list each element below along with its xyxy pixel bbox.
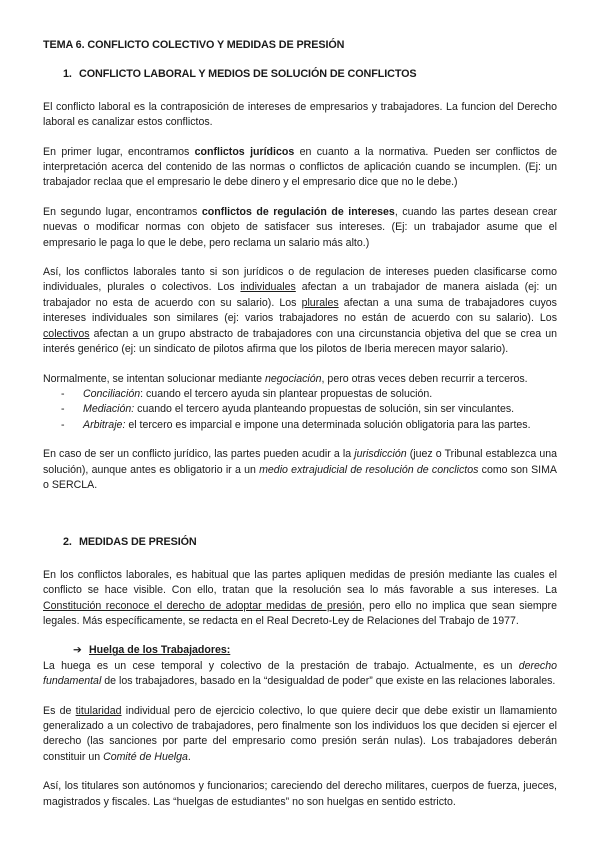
text-run: : cuando el tercero ayuda sin plantear propuestas de solución. — [140, 387, 433, 400]
paragraph-jurisdiction — [43, 447, 557, 493]
text-run: En caso de ser un conflicto jurídico, las partes pueden acudir a la — [43, 448, 355, 461]
text-run: Normalmente, se intentan solucionar mediante — [43, 372, 265, 385]
section-1-number: 1. — [63, 68, 72, 81]
term-individuales: individuales — [240, 281, 296, 294]
section-2-number: 2. — [63, 536, 72, 549]
section-2-heading — [63, 535, 557, 550]
text-run: Es de — [43, 704, 76, 717]
text-run: afectan a un trabajador de manera aislada (ej: un trabajador no esta de acuerdo con su salario). Los — [43, 281, 557, 309]
term-conflictos-juridicos: conflictos jurídicos — [194, 145, 295, 158]
text-run: cuando el tercero ayuda planteando propuestas de solución, sin ser vinculantes. — [134, 403, 515, 416]
term-plurales: plurales — [301, 296, 339, 309]
text-run: La huega es un cese temporal y colectivo de la prestación de trabajo. Actualmente, es un — [43, 659, 519, 672]
term-titularidad: titularidad — [75, 704, 122, 717]
text-run: . — [187, 750, 191, 763]
list-item-conciliacion — [43, 387, 557, 402]
subheading-huelga-text: Huelga de los Trabajadores: — [89, 644, 231, 657]
paragraph-interest-conflicts — [43, 205, 557, 251]
text-run: , pero otras veces deben recurrir a terceros. — [321, 372, 528, 385]
paragraph-strike-definition — [43, 659, 557, 690]
paragraph-conflict-definition: El conflicto laboral es la contraposición de intereses de empresarios y trabajadores. La funcion del Derecho laboral es canalizar estos conflictos. — [43, 100, 557, 129]
paragraph-negotiation — [43, 372, 557, 387]
list-item-mediacion — [43, 402, 557, 417]
section-1-heading — [63, 67, 557, 82]
term-conciliacion: Conciliación — [83, 387, 141, 400]
dash-bullet: - — [61, 403, 65, 416]
term-arbitraje: Arbitraje: — [83, 418, 126, 431]
term-conflictos-regulacion: conflictos de regulación de intereses — [201, 205, 395, 218]
paragraph-strike-holders: Así, los titulares son autónomos y funcionarios; careciendo del derecho militares, cuerpos de fuerza, jueces, magistrados y fiscales. Las “huelgas de estudiantes” no son huelgas en sentido estricto. — [43, 780, 557, 808]
term-constitucion: Constitución reconoce el derecho de adoptar medidas de presión — [43, 599, 362, 612]
term-negociacion: negociación — [265, 372, 322, 385]
text-run: En los conflictos laborales, es habitual que las partes apliquen medidas de presión mediante las cuales el conflicto se hace visible. Con ello, tratan que la resolución sea lo más favorable a sus intereses. La — [43, 568, 557, 597]
third-party-methods-list — [43, 387, 557, 433]
dash-bullet: - — [61, 418, 65, 431]
text-run: (juez o Tribunal establezca una solución), aunque antes es obligatorio ir a un — [43, 448, 557, 476]
paragraph-pressure-measures — [43, 568, 557, 630]
text-run: individual pero de ejercicio colectivo, lo que quiere decir que debe existir un llamamiento generalizado a un colectivo de trabajadores, pero finalmente son los individuos los que deciden si ejercer el derecho (las sanciones por parte del empresario como presión serán nulas). Los trabajadores deberán constituir un — [43, 704, 557, 763]
arrow-right-icon: ➔ — [73, 644, 82, 657]
text-run: , cuando las partes desean crear nuevas o modificar normas con objeto de satisfacer sus intereses. (Ej: un trabajador asume que el empresario le paga lo que le debe, pero reclama un salario más alto.) — [43, 205, 558, 249]
text-run: el tercero es imparcial e impone una determinada solución obligatoria para las partes. — [125, 418, 531, 431]
subheading-huelga — [73, 643, 557, 658]
list-item-arbitraje — [43, 418, 557, 433]
document-title: TEMA 6. CONFLICTO COLECTIVO Y MEDIDAS DE PRESIÓN — [43, 39, 345, 51]
term-comite-huelga: Comité de Huelga — [103, 750, 188, 763]
section-2-heading-text: MEDIDAS DE PRESIÓN — [79, 536, 197, 549]
term-colectivos: colectivos — [43, 327, 90, 340]
paragraph-legal-conflicts — [43, 145, 557, 191]
dash-bullet: - — [61, 387, 65, 400]
text-run: afectan a una suma de trabajadores cuyos intereses individuales son similares (ej: varios trabajadores no están de acuerdo con su salario). Los — [43, 296, 557, 325]
text-run: , pero ello no implica que sean siempre legales. Más específicamente, se redacta en el Real Decreto-Ley de Relaciones del Trabajo de 1977. — [43, 599, 557, 627]
term-medio-extrajudicial: medio extrajudicial de resolución de conclictos — [259, 463, 479, 476]
text-run: en cuanto a la normativa. Pueden ser conflictos de interpretación acerca del contenido de las normas o conflictos de aplicación cuando se incumplen. (Ej: un trabajador reclaa que el empresario le debe dinero y el empresario dice que no le debe.) — [43, 145, 558, 189]
section-spacer — [43, 507, 557, 535]
text-run: afectan a un grupo abstracto de trabajadores con una circunstancia objetiva del que se crea un interés genérico (ej: un sindicato de pilotos afirma que los pilotos de Iberia merecen mayor salario). — [43, 327, 557, 356]
paragraph-strike-ownership — [43, 704, 557, 766]
term-derecho-fundamental: derecho fundamental — [43, 659, 557, 688]
term-jurisdiccion: jurisdicción — [354, 448, 407, 461]
paragraph-conflict-classification — [43, 265, 557, 357]
text-run: de los trabajadores, basado en la “desigualdad de poder” que existe en las relaciones laborales. — [101, 675, 556, 688]
text-run: En segundo lugar, encontramos — [43, 205, 202, 218]
text-run: como son SIMA o SERCLA. — [43, 463, 558, 491]
section-1-heading-text: CONFLICTO LABORAL Y MEDIOS DE SOLUCIÓN DE CONFLICTOS — [79, 68, 417, 81]
text-run: Así, los conflictos laborales tanto si son jurídicos o de regulacion de intereses pueden clasificarse como individuales, plurales o colectivos. Los — [43, 266, 557, 294]
document-page — [43, 38, 557, 824]
text-run: En primer lugar, encontramos — [43, 145, 195, 158]
term-mediacion: Mediación: — [83, 403, 135, 416]
